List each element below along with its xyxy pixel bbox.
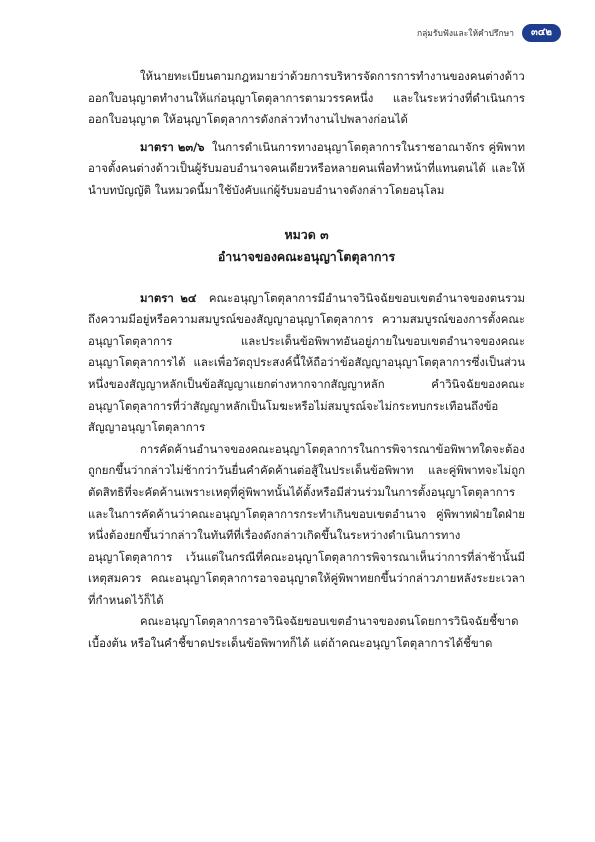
chapter-number: หมวด ๓ — [284, 226, 329, 242]
section-text: คณะอนุญาโตตุลาการมีอำนาจวินิจฉัยขอบเขตอำนาจของตนรวมถึงความมีอยู่หรือความสมบูรณ์ของสัญญาอนุญาโตตุลาการ ความสมบูรณ์ของการตั้งคณะอนุญาโตตุลาการ และประเด็นข้อพิพาทอันอยู่ภายในขอบเขตอำนาจของคณะอนุญาโตตุลาการได้ และเพื่อวัตถุประสงค์นี้ให้ถือว่าข้อสัญญาอนุญาโตตุลาการซึ่งเป็นส่วนหนึ่งของสัญญาหลักเป็นข้อสัญญาแยกต่างหากจากสัญญาหลัก คำวินิจฉัยของคณะอนุญาโตตุลาการที่ว่าสัญญาหลักเป็นโมฆะหรือไม่สมบูรณ์จะไม่กระทบกระเทือนถึงข้อสัญญาอนุญาโตตุลาการ — [88, 290, 525, 435]
paragraph-work-permit: ให้นายทะเบียนตามกฎหมายว่าด้วยการบริหารจัดการการทำงานของคนต่างด้าวออกใบอนุญาตทำงานให้แก่อนุญาโตตุลาการตามวรรคหนึ่ง และในระหว่างที่ดำเนินการออกใบอนุญาต ให้อนุญาโตตุลาการดังกล่าวทำงานไปพลางก่อนได้ — [88, 69, 525, 127]
paragraph-objection: การคัดค้านอำนาจของคณะอนุญาโตตุลาการในการพิจารณาข้อพิพาทใดจะต้องถูกยกขึ้นว่ากล่าวไม่ช้ากว่าวันยื่นคำคัดค้านต่อสู้ในประเด็นข้อพิพาท และคู่พิพาทจะไม่ถูกตัดสิทธิที่จะคัดค้านเพราะเหตุที่คู่พิพาทนั้นได้ตั้งหรือมีส่วนร่วมในการตั้งอนุญาโตตุลาการ และในการคัดค้านว่าคณะอนุญาโตตุลาการกระทำเกินขอบเขตอำนาจ คู่พิพาทฝ่ายใดฝ่ายหนึ่งต้องยกขึ้นว่ากล่าวในทันทีที่เรื่องดังกล่าวเกิดขึ้นในระหว่างดำเนินการทางอนุญาโตตุลาการ เว้นแต่ในกรณีที่คณะอนุญาโตตุลาการพิจารณาเห็นว่าการที่ล่าช้านั้นมีเหตุสมควร คณะอนุญาโตตุลาการอาจอนุญาตให้คู่พิพาทยกขึ้นว่ากล่าวภายหลังระยะเวลาที่กำหนดไว้ก็ได้ — [88, 441, 525, 607]
section-23-6 — [88, 137, 525, 202]
page-header — [417, 24, 561, 42]
header-org-name: กลุ่มรับฟังและให้คำปรึกษา — [416, 29, 514, 39]
page-number-badge: ๓๔๒ — [522, 24, 561, 42]
section-text: ในการดำเนินการทางอนุญาโตตุลาการในราชอาณาจักร คู่พิพาทอาจตั้งคนต่างด้าวเป็นผู้รับมอบอำนาจคนเดียวหรือหลายคนเพื่อทำหน้าที่แทนตนได้ และให้นำบทบัญญัติ ในหมวดนี้มาใช้บังคับแก่ผู้รับมอบอำนาจดังกล่าวโดยอนุโลม — [88, 139, 525, 197]
paragraph-preliminary-ruling: คณะอนุญาโตตุลาการอาจวินิจฉัยขอบเขตอำนาจของตนโดยการวินิจฉัยชี้ขาดเบื้องต้น หรือในคำชี้ขาดประเด็นข้อพิพาทก็ได้ แต่ถ้าคณะอนุญาโตตุลาการได้ชี้ขาด — [88, 614, 519, 651]
chapter-title: อำนาจของคณะอนุญาโตตุลาการ — [217, 248, 396, 264]
section-24 — [88, 288, 525, 439]
document-body — [88, 66, 525, 655]
section-number: มาตรา ๒๔ — [140, 290, 197, 305]
section-number: มาตรา ๒๓/๖ — [140, 139, 205, 154]
